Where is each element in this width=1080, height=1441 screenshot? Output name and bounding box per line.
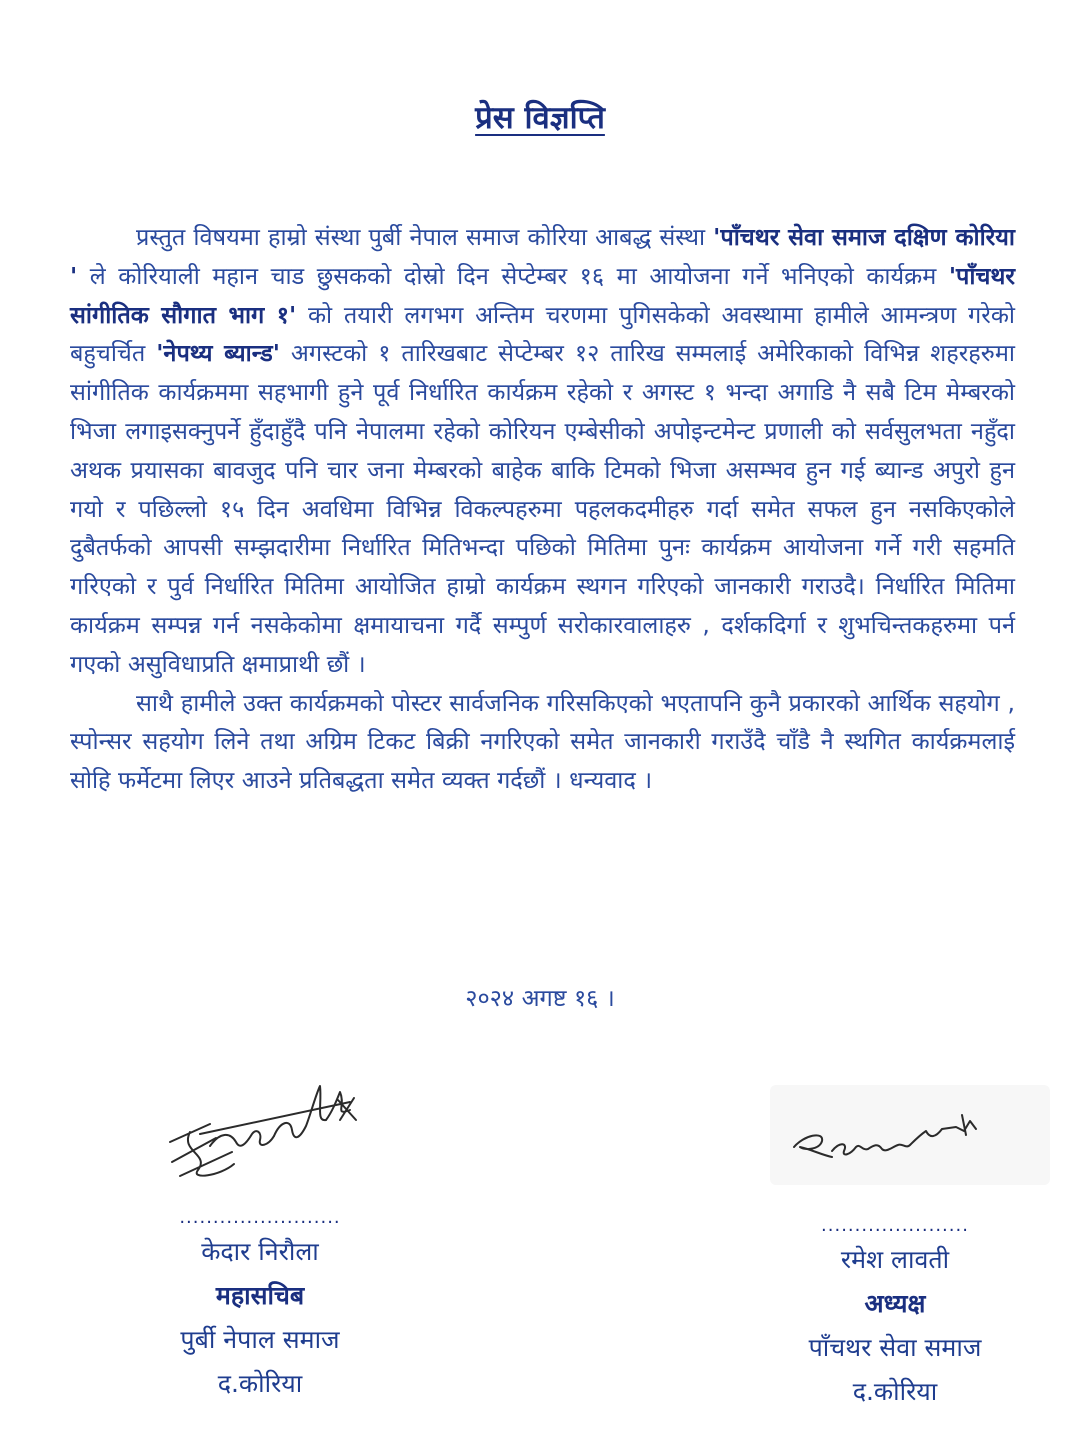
signatory-left-role: महासचिब xyxy=(215,1281,305,1310)
signatory-right xyxy=(750,1214,1040,1414)
signatory-left-name: केदार निरौला xyxy=(201,1237,319,1266)
signatory-left xyxy=(110,1206,410,1406)
signature-right-scribble xyxy=(770,1085,1050,1185)
p1-text-4: अगस्टको १ तारिखबाट सेप्टेम्बर १२ तारिख सम्मलाई अमेरिकाको विभिन्न शहरहरुमा सांगीतिक कार्यक्रममा सहभागी हुने पूर्व निर्धारित कार्यक्रम रहेको र अगस्ट १ भन्दा अगाडि नै सबै टिम मेम्बरको भिजा लगाइसक्नुपर्ने हुँदाहुँदै पनि नेपालमा रहेको कोरियन एम्बेसीको अपोइन्टमेन्ट प्रणाली को सर्वसुलभता नहुँदा अथक प्रयासका बावजुद पनि चार जना मेम्बरको बाहेक बाकि टिमको भिजा असम्भव हुन गई ब्यान्ड अपुरो हुन गयो र पछिल्लो १५ दिन अवधिमा विभिन्न विकल्पहरुमा पहलकदमीहरु गर्दा समेत सफल हुन नसकिएकोले दुबैतर्फको आपसी सम्झदारीमा निर्धारित मितिभन्दा पछिको मितिमा पुनः कार्यक्रम आयोजना गर्ने गरी सहमति गरिएको र पुर्व निर्धारित मितिमा आयोजित हाम्रो कार्यक्रम स्थगन गरिएको जानकारी गराउदै। निर्धारित मितिमा कार्यक्रम सम्पन्न गर्न नसकेकोमा क्षमायाचना गर्दै सम्पुर्ण सरोकारवालाहरु , दर्शकदिर्गा र शुभचिन्तकहरुमा पर्न गएको असुविधाप्रति क्षमाप्राथी छौं । xyxy=(70,339,1015,678)
p1-text-3: को तयारी लगभग अन्तिम चरणमा पुगिसकेको अवस्थामा हामीले आमन्त्रण गरेको बहुचर्चित xyxy=(70,300,1015,368)
paragraph-1 xyxy=(70,218,1015,684)
signatory-right-role: अध्यक्ष xyxy=(864,1289,926,1318)
signature-line-right: ...................... xyxy=(821,1215,969,1236)
signature-line-left: ........................ xyxy=(179,1207,341,1228)
p1-text-2: ले कोरियाली महान चाड छुसकको दोस्रो दिन सेप्टेम्बर १६ मा आयोजना गर्ने भनिएको कार्यक्रम xyxy=(77,261,949,290)
signature-left-image xyxy=(150,1072,370,1192)
signatory-right-name: रमेश लावती xyxy=(840,1245,950,1274)
document-title xyxy=(0,96,1080,138)
signatory-right-org: पाँचथर सेवा समाज xyxy=(808,1333,982,1362)
paragraph-2: साथै हामीले उक्त कार्यक्रमको पोस्टर सार्वजनिक गरिसकिएको भएतापनि कुनै प्रकारको आर्थिक सहयोग , स्पोन्सर सहयोग लिने तथा अग्रिम टिकट बिक्री नगरिएको समेत जानकारी गराउँदै चाँडै नै स्थगित कार्यक्रमलाई सोहि फर्मेटमा लिएर आउने प्रतिबद्धता समेत व्यक्त गर्दछौं । धन्यवाद । xyxy=(70,688,1015,795)
org-name-bold: 'पाँचथर सेवा समाज दक्षिण कोरिया ' xyxy=(70,223,1015,290)
signature-right-image xyxy=(770,1085,1050,1185)
signature-left-scribble xyxy=(150,1072,370,1192)
body-text xyxy=(70,218,1015,800)
signatory-left-location: द.कोरिया xyxy=(217,1369,303,1398)
document-date: २०२४ अगष्ट १६ । xyxy=(465,984,615,1012)
signatory-left-org: पुर्बी नेपाल समाज xyxy=(180,1325,340,1354)
p1-text-1: प्रस्तुत विषयमा हाम्रो संस्था पुर्बी नेपाल समाज कोरिया आबद्ध संस्था xyxy=(136,223,714,251)
signatory-right-location: द.कोरिया xyxy=(852,1377,938,1406)
event-name-bold: 'पाँचथर सांगीतिक सौगात भाग १' xyxy=(70,261,1015,329)
band-name-bold: 'नेपथ्य ब्यान्ड' xyxy=(156,339,280,368)
title-text: प्रेस विज्ञप्ति xyxy=(475,100,605,136)
